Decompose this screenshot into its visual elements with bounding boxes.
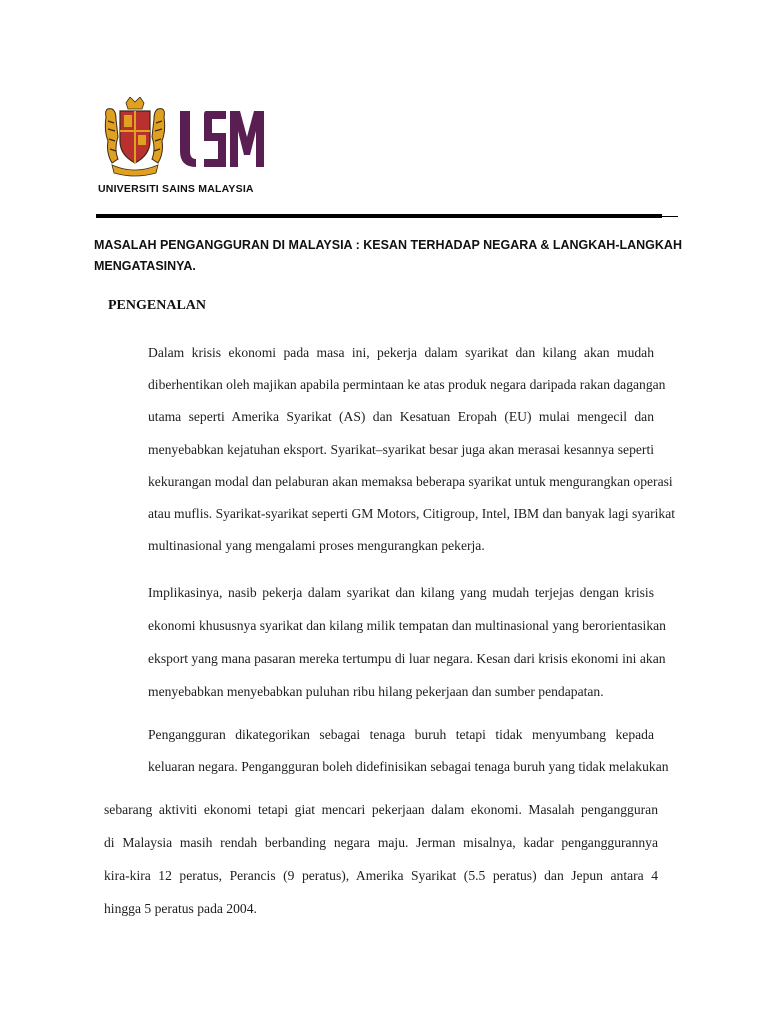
institution-name: UNIVERSITI SAINS MALAYSIA	[98, 183, 254, 195]
paragraph-line: Implikasinya, nasib pekerja dalam syarikat dan kilang yang mudah terjejas dengan krisis	[148, 585, 654, 600]
university-logo	[94, 93, 280, 205]
header-divider	[96, 214, 662, 218]
header-divider-extension	[656, 216, 678, 217]
document-title: MASALAH PENGANGGURAN DI MALAYSIA : KESAN TERHADAP NEGARA & LANGKAH-LANGKAH MENGATASINYA.	[94, 238, 682, 273]
paragraph-line: utama seperti Amerika Syarikat (AS) dan Kesatuan Eropah (EU) mulai mengecil dan	[148, 409, 654, 425]
paragraph-line: sebarang aktiviti ekonomi tetapi giat mencari pekerjaan dalam ekonomi. Masalah pengangguran	[104, 802, 658, 817]
university-crest-icon	[102, 97, 168, 177]
usm-wordmark-logo	[176, 107, 266, 171]
paragraph-line: kira-kira 12 peratus, Perancis (9 peratus), Amerika Syarikat (5.5 peratus) dan Jepun antara 4	[104, 868, 658, 883]
paragraph-line: Pengangguran dikategorikan sebagai tenaga buruh tetapi tidak menyumbang kepada	[148, 727, 654, 742]
section-heading: PENGENALAN	[108, 298, 207, 313]
paragraph-line: multinasional yang mengalami proses mengurangkan pekerja.	[148, 538, 485, 554]
paragraph-line: keluaran negara. Pengangguran boleh didefinisikan sebagai tenaga buruh yang tidak melakukan	[148, 759, 669, 774]
paragraph-line: menyebabkan kejatuhan eksport. Syarikat–syarikat besar juga akan merasai kesannya seperti	[148, 441, 654, 457]
paragraph-line: diberhentikan oleh majikan apabila permintaan ke atas produk negara daripada rakan dagangan	[148, 377, 666, 393]
paragraph-2	[108, 576, 666, 708]
paragraph-line: di Malaysia masih rendah berbanding negara maju. Jerman misalnya, kadar penganggurannya	[104, 835, 658, 850]
paragraph-line: atau muflis. Syarikat-syarikat seperti GM Motors, Citigroup, Intel, IBM dan banyak lagi syarikat	[148, 506, 676, 522]
paragraph-line: ekonomi khususnya syarikat dan kilang milik tempatan dan multinasional yang berorientasikan	[148, 618, 666, 633]
paragraph-1	[108, 337, 676, 562]
paragraph-line: kekurangan modal dan pelaburan akan memaksa beberapa syarikat untuk mengurangkan operasi	[148, 473, 673, 489]
paragraph-line: menyebabkan menyebabkan puluhan ribu hilang pekerjaan dan sumber pendapatan.	[148, 684, 604, 699]
paragraph-3-start	[108, 719, 669, 783]
paragraph-line: hingga 5 peratus pada 2004.	[104, 901, 257, 916]
paragraph-line: eksport yang mana pasaran mereka tertumpu di luar negara. Kesan dari krisis ekonomi ini akan	[148, 651, 666, 666]
paragraph-line: Dalam krisis ekonomi pada masa ini, pekerja dalam syarikat dan kilang akan mudah	[148, 345, 654, 360]
paragraph-3-continued	[104, 793, 658, 925]
